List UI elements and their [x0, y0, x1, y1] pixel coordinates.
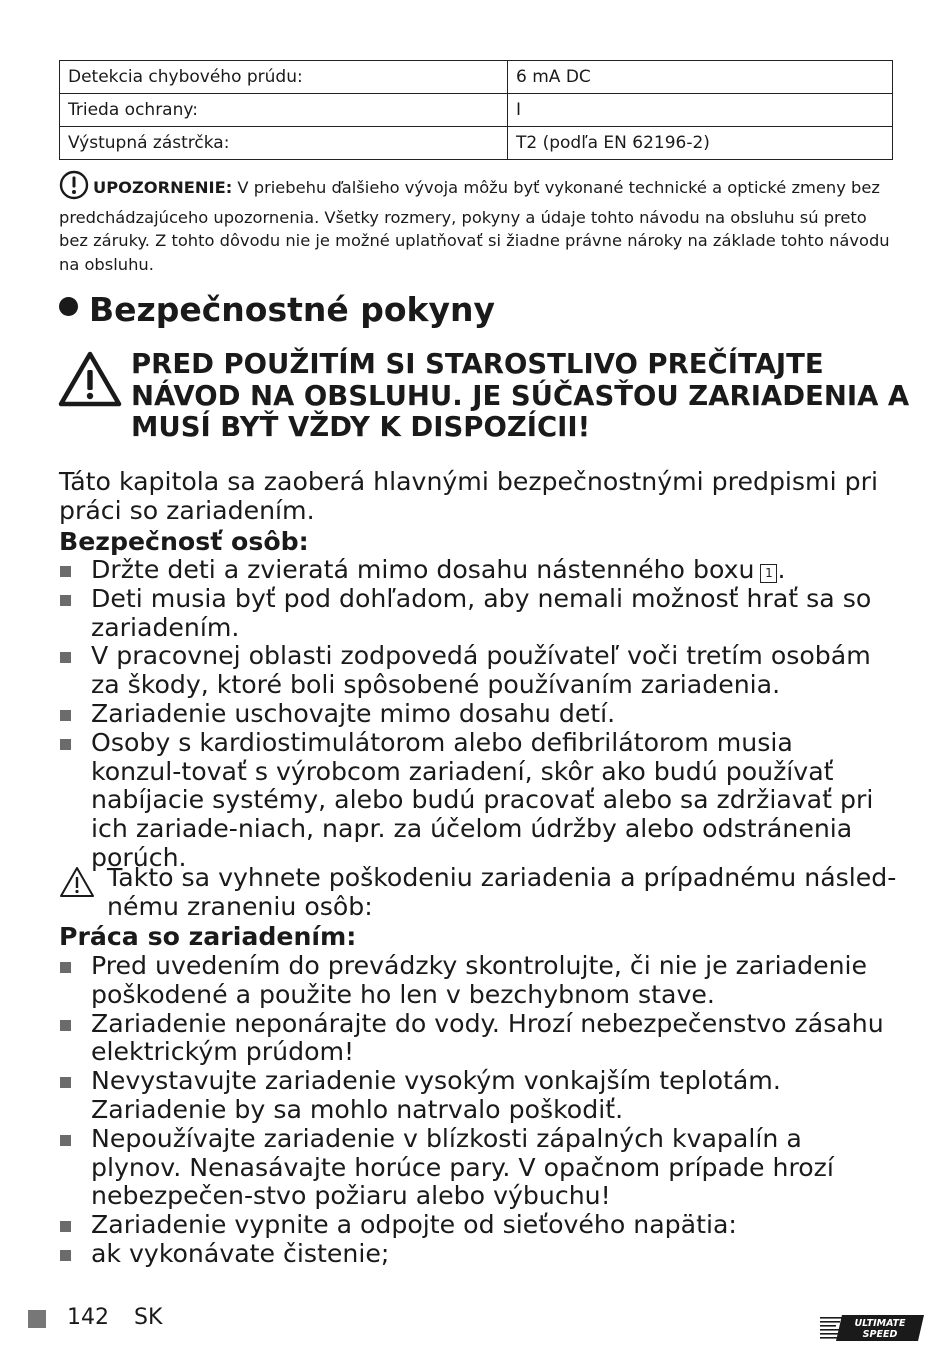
- square-bullet-icon: [60, 710, 71, 721]
- list-item: Nevystavujte zariadenie vysokým vonkajším teplotám. Zariadenie by sa mohlo natrvalo poškodiť.: [59, 1067, 889, 1125]
- svg-text:SPEED: SPEED: [862, 1329, 898, 1340]
- intro-paragraph: Táto kapitola sa zaoberá hlavnými bezpečnostnými predpismi pri práci so zariadením.: [59, 467, 878, 525]
- reference-number-box: 1: [760, 564, 777, 583]
- square-bullet-icon: [60, 595, 71, 606]
- square-bullet-icon: [60, 739, 71, 750]
- device-work-title: Práca so zariadením:: [59, 922, 357, 951]
- spec-value: I: [508, 94, 893, 127]
- footer-square-icon: [28, 1310, 46, 1328]
- main-warning: PRED POUŽITÍM SI STAROSTLIVO PREČÍTAJTE NÁVOD NA OBSLUHU. JE SÚČASŤOU ZARIADENIA A MUSÍ BYŤ VŽDY K DISPOZÍCII!: [131, 348, 910, 443]
- spec-table: [59, 60, 893, 160]
- warning-triangle-small-icon: [59, 866, 95, 902]
- list-item: Zariadenie neponárajte do vody. Hrozí nebezpečenstvo zásahu elektrickým prúdom!: [59, 1010, 889, 1068]
- brand-logo: [820, 1313, 928, 1347]
- avoid-damage-note: Takto sa vyhnete poškodeniu zariadenia a prípadnému násled-nému zraneniu osôb:: [107, 863, 897, 921]
- exclamation-circle-icon: [59, 170, 89, 206]
- list-item: Zariadenie vypnite a odpojte od sieťového napätia:: [59, 1211, 889, 1240]
- page-number: 142: [67, 1305, 109, 1330]
- bullet-dot-icon: [59, 297, 78, 316]
- list-item: Osoby s kardiostimulátorom alebo defibrilátorom musia konzul-tovať s výrobcom zariadení, skôr ako budú používať nabíjacie systémy, alebo budú pracovať alebo sa zdržiavať pri ich zariade-niach, napr. za účelom údržby alebo odstránenia porúch.: [59, 729, 889, 873]
- table-row: [60, 127, 893, 160]
- device-work-list: [59, 952, 889, 1269]
- list-item: ak vykonávate čistenie;: [59, 1240, 889, 1269]
- warning-triangle-icon: [57, 350, 123, 412]
- square-bullet-icon: [60, 1135, 71, 1146]
- spec-value: 6 mA DC: [508, 61, 893, 94]
- spec-label: Výstupná zástrčka:: [60, 127, 508, 160]
- list-item: Nepoužívajte zariadenie v blízkosti zápalných kvapalín a plynov. Nenasávajte horúce pary. V opačnom prípade hrozí nebezpečen-stvo požiaru alebo výbuchu!: [59, 1125, 889, 1211]
- notice-text: V priebehu ďalšieho vývoja môžu byť vykonané technické a optické zmeny bez predchádzajúceho upozornenia. Všetky rozmery, pokyny a údaje tohto návodu na obsluhu sú preto bez záruky. Z tohto dôvodu nie je možné uplatňovať si žiadne právne nároky na základe tohto návodu na obsluhu.: [59, 178, 890, 274]
- square-bullet-icon: [60, 1077, 71, 1088]
- table-row: [60, 61, 893, 94]
- spec-label: Detekcia chybového prúdu:: [60, 61, 508, 94]
- square-bullet-icon: [60, 962, 71, 973]
- list-item: Držte deti a zvieratá mimo dosahu nástenného boxu 1 .: [59, 556, 889, 585]
- spec-value: T2 (podľa EN 62196-2): [508, 127, 893, 160]
- personal-safety-list: [59, 556, 889, 873]
- square-bullet-icon: [60, 566, 71, 577]
- personal-safety-title: Bezpečnosť osôb:: [59, 527, 309, 556]
- square-bullet-icon: [60, 1250, 71, 1261]
- svg-text:ULTIMATE: ULTIMATE: [854, 1318, 906, 1329]
- section-title: [59, 290, 495, 329]
- list-item: V pracovnej oblasti zodpovedá používateľ voči tretím osobám za škody, ktoré boli spôsobené používaním zariadenia.: [59, 642, 889, 700]
- table-row: [60, 94, 893, 127]
- spec-label: Trieda ochrany:: [60, 94, 508, 127]
- square-bullet-icon: [60, 652, 71, 663]
- language-code: SK: [134, 1305, 163, 1330]
- square-bullet-icon: [60, 1020, 71, 1031]
- list-item: Pred uvedením do prevádzky skontrolujte, či nie je zariadenie poškodené a použite ho len v bezchybnom stave.: [59, 952, 889, 1010]
- notice-paragraph: [59, 170, 895, 276]
- list-item: Deti musia byť pod dohľadom, aby nemali možnosť hrať sa so zariadením.: [59, 585, 889, 643]
- list-item: Zariadenie uschovajte mimo dosahu detí.: [59, 700, 889, 729]
- notice-label: UPOZORNENIE:: [93, 178, 233, 197]
- square-bullet-icon: [60, 1221, 71, 1232]
- section-title-text: Bezpečnostné pokyny: [89, 290, 496, 329]
